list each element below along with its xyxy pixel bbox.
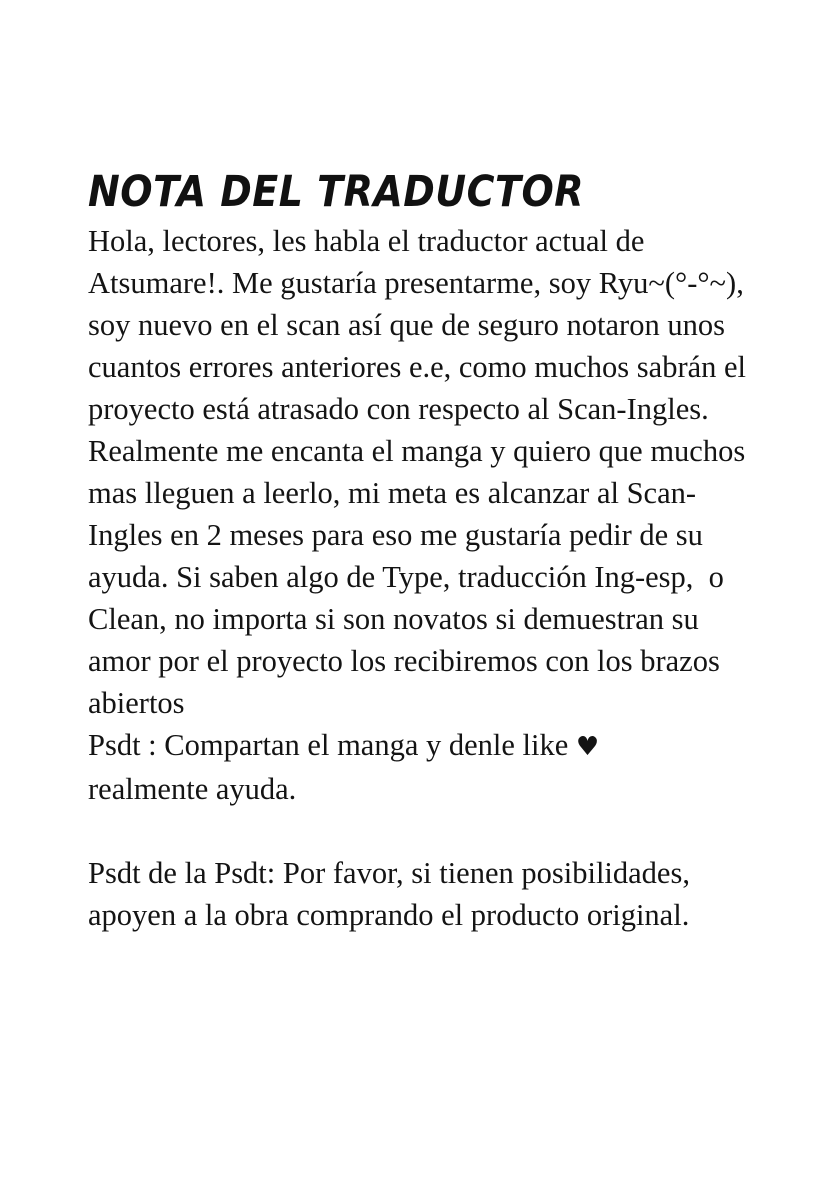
paragraph-spacer — [88, 810, 768, 852]
psdt-text: Psdt : Compartan el manga y denle like — [88, 728, 576, 762]
heart-icon: ♥ — [575, 732, 600, 762]
note-paragraph-psdt — [88, 724, 768, 768]
page-title: NOTA DEL TRADUCTOR — [88, 166, 585, 216]
note-paragraph-psdt-cont: realmente ayuda. — [88, 772, 297, 806]
note-paragraph-psdt-de-la-psdt: Psdt de la Psdt: Por favor, si tienen posibilidades, apoyen a la obra comprando el producto original. — [88, 856, 698, 932]
note-paragraph-request: Realmente me encanta el manga y quiero que muchos mas lleguen a leerlo, mi meta es alcanzar al Scan-Ingles en 2 meses para eso me gustaría pedir de su ayuda. Si saben algo de Type, traducción Ing-esp, o Clean, no importa si son novatos si demuestran su amor por el proyecto los recibiremos con los brazos abiertos — [88, 434, 753, 720]
note-paragraph-intro: Hola, lectores, les habla el traductor actual de Atsumare!. Me gustaría presentarme, soy Ryu~(°-°~), soy nuevo en el scan así que de seguro notaron unos cuantos errores anteriores e.e, como muchos sabrán el proyecto está atrasado con respecto al Scan-Ingles. — [88, 224, 754, 426]
translator-note-block — [88, 166, 768, 936]
